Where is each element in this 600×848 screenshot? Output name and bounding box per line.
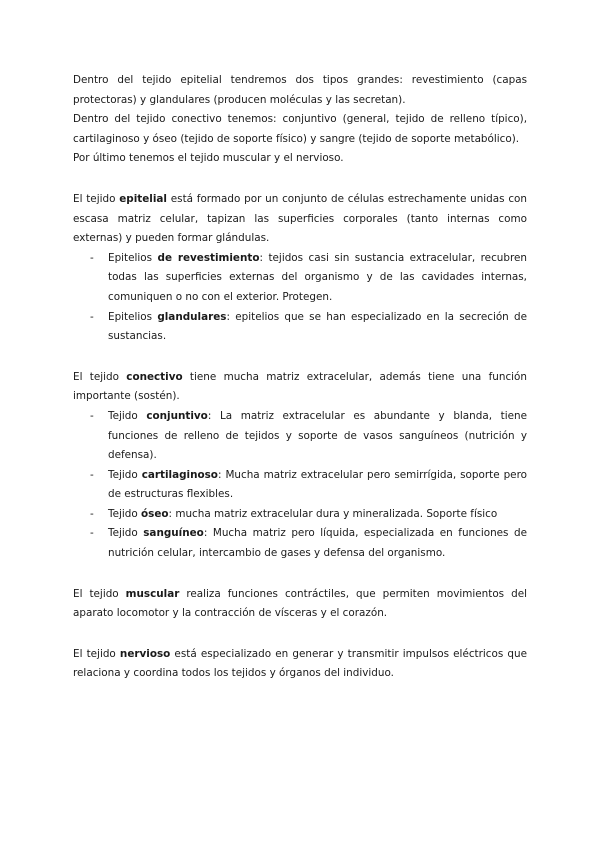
document-page (73, 71, 527, 684)
term-muscular: muscular (125, 587, 180, 600)
intro-paragraph-epitelial: Dentro del tejido epitelial tendremos dos tipos grandes: revestimiento (capas protectoras) y glandulares (producen moléculas y las secretan). (73, 74, 527, 106)
intro-paragraph-muscular-nervioso: Por último tenemos el tejido muscular y el nervioso. (73, 152, 344, 165)
term-glandulares: glandulares (157, 310, 227, 323)
term-oseo: óseo (141, 507, 169, 520)
conectivo-paragraph: El tejido conectivo tiene mucha matriz extracelular, además tiene una función importante (sostén). (73, 370, 527, 403)
epitelial-paragraph: El tejido epitelial está formado por un conjunto de células estrechamente unidas con escasa matriz celular, tapizan las superficies corporales (tanto internas como externas) y pueden formar glándulas. (73, 192, 527, 245)
list-item: - Tejido sanguíneo: Mucha matriz pero líquida, especializada en funciones de nutrición celular, intercambio de gases y defensa del organismo. (73, 524, 527, 563)
epitelial-list (73, 249, 527, 347)
list-item: - Tejido conjuntivo: La matriz extracelular es abundante y blanda, tiene funciones de relleno de tejidos y soporte de vasos sanguíneos (nutrición y defensa). (73, 407, 527, 466)
paragraph-gap (73, 624, 527, 645)
nervioso-paragraph: El tejido nervioso está especializado en generar y transmitir impulsos eléctricos que relaciona y coordina todos los tejidos y órganos del individuo. (73, 647, 527, 680)
list-item: - Epitelios de revestimiento: tejidos casi sin sustancia extracelular, recubren todas las superficies externas del organismo y de las cavidades internas, comuniquen o no con el exterior. Protegen. (73, 249, 527, 308)
intro-paragraph-conectivo: Dentro del tejido conectivo tenemos: conjuntivo (general, tejido de relleno típico), cartilaginoso y óseo (tejido de soporte físico) y sangre (tejido de soporte metabólico). (73, 113, 527, 145)
term-cartilaginoso: cartilaginoso (141, 468, 218, 481)
paragraph-gap (73, 169, 527, 190)
paragraph-gap (73, 347, 527, 368)
list-item: - Tejido óseo: mucha matriz extracelular dura y mineralizada. Soporte físico (73, 505, 527, 525)
muscular-paragraph: El tejido muscular realiza funciones contráctiles, que permiten movimientos del aparato locomotor y la contracción de vísceras y el corazón. (73, 587, 527, 620)
list-item: - Epitelios glandulares: epitelios que se han especializado en la secreción de sustancias. (73, 308, 527, 347)
term-sanguineo: sanguíneo (143, 527, 204, 540)
term-nervioso: nervioso (119, 647, 171, 660)
term-epitelial: epitelial (119, 192, 167, 205)
list-item: - Tejido cartilaginoso: Mucha matriz extracelular pero semirrígida, soporte pero de estructuras flexibles. (73, 466, 527, 505)
term-revestimiento: de revestimiento (157, 251, 260, 264)
paragraph-gap (73, 564, 527, 585)
term-conectivo: conectivo (126, 370, 183, 383)
term-conjuntivo: conjuntivo (146, 409, 208, 422)
conectivo-list (73, 407, 527, 564)
